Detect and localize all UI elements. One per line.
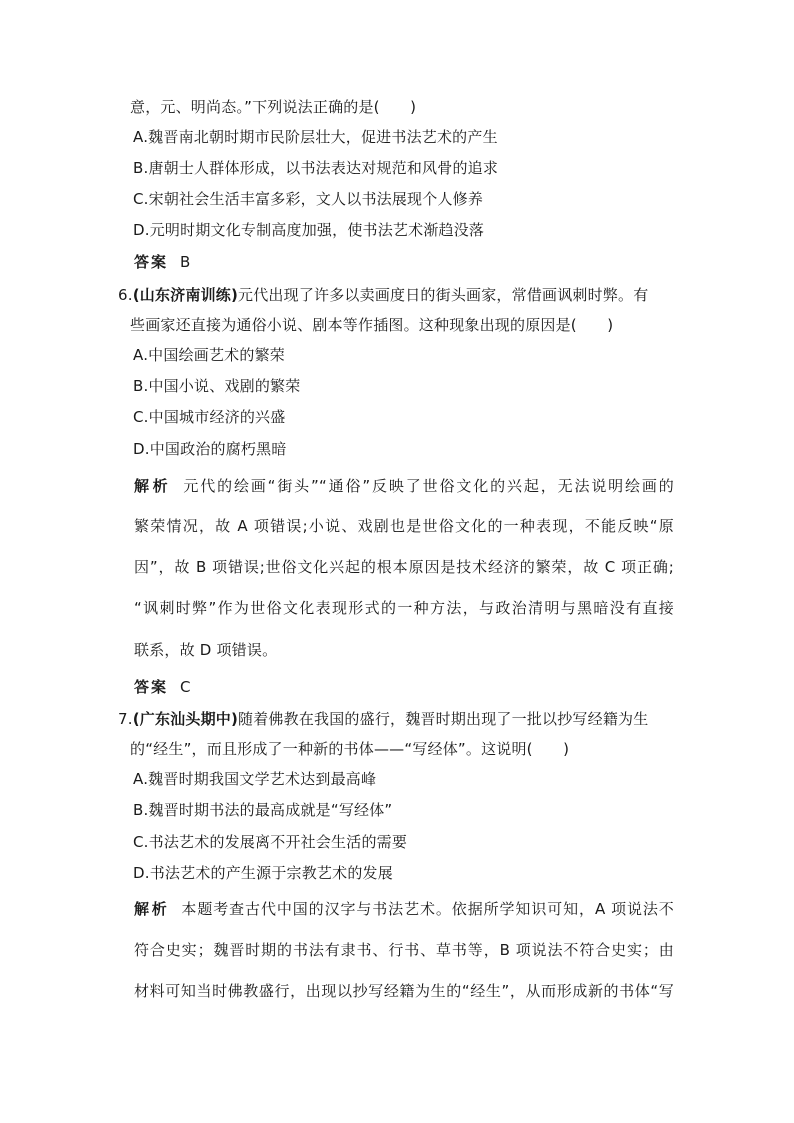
q7-option-a: A.魏晋时期我国文学艺术达到最高峰 bbox=[133, 770, 377, 788]
q6-number: 6. bbox=[118, 286, 133, 304]
q5-answer bbox=[134, 252, 191, 272]
q7-analysis-line3: 材料可知当时佛教盛行，出现以抄写经籍为生的“经生”，从而形成新的书体“写 bbox=[134, 982, 674, 1000]
q5-answer-value: B bbox=[180, 253, 191, 271]
q7-option-d: D.书法艺术的产生源于宗教艺术的发展 bbox=[133, 864, 393, 882]
q6-answer bbox=[134, 677, 191, 697]
q6-answer-value: C bbox=[180, 678, 191, 696]
q7-stem-line1 bbox=[118, 709, 648, 729]
q7-stem-text1: 随着佛教在我国的盛行，魏晋时期出现了一批以抄写经籍为生 bbox=[238, 710, 649, 728]
q7-option-b: B.魏晋时期书法的最高成就是“写经体” bbox=[133, 801, 393, 819]
q5-answer-label: 答案 bbox=[134, 253, 169, 271]
q5-option-c: C.宋朝社会生活丰富多彩，文人以书法展现个人修养 bbox=[133, 190, 484, 208]
q6-source: (山东济南训练) bbox=[132, 286, 239, 304]
q7-stem-line2: 的“经生”，而且形成了一种新的书体——“写经体”。这说明( ) bbox=[130, 740, 570, 758]
q6-analysis-line3: 因”，故 B 项错误;世俗文化兴起的根本原因是技术经济的繁荣，故 C 项正确; bbox=[134, 558, 674, 576]
q6-option-c: C.中国城市经济的兴盛 bbox=[133, 408, 286, 426]
q5-option-b: B.唐朝士人群体形成，以书法表达对规范和风骨的追求 bbox=[133, 159, 499, 177]
q7-option-c: C.书法艺术的发展离不开社会生活的需要 bbox=[133, 833, 408, 851]
q7-analysis-line1 bbox=[134, 899, 674, 919]
q6-analysis-line2: 繁荣情况，故 A 项错误;小说、戏剧也是世俗文化的一种表现，不能反映“原 bbox=[134, 517, 674, 535]
q6-analysis-text1: 元代的绘画“街头”“通俗”反映了世俗文化的兴起，无法说明绘画的 bbox=[183, 477, 674, 495]
q6-option-b: B.中国小说、戏剧的繁荣 bbox=[133, 377, 301, 395]
q7-analysis-line2: 符合史实；魏晋时期的书法有隶书、行书、草书等，B 项说法不符合史实；由 bbox=[134, 941, 674, 959]
q6-analysis-label: 解析 bbox=[134, 477, 172, 495]
q6-stem-text1: 元代出现了许多以卖画度日的街头画家，常借画讽刺时弊。有 bbox=[238, 286, 649, 304]
q6-option-d: D.中国政治的腐朽黑暗 bbox=[133, 440, 287, 458]
q6-option-a: A.中国绘画艺术的繁荣 bbox=[133, 346, 285, 364]
q6-stem-line2: 些画家还直接为通俗小说、剧本等作插图。这种现象出现的原因是( ) bbox=[130, 316, 614, 334]
q6-analysis-line5: 联系，故 D 项错误。 bbox=[134, 641, 278, 659]
q5-stem-tail: 意，元、明尚态。”下列说法正确的是( ) bbox=[130, 98, 417, 116]
q7-source: (广东汕头期中) bbox=[132, 710, 239, 728]
q7-analysis-text1: 本题考查古代中国的汉字与书法艺术。依据所学知识可知，A 项说法不 bbox=[181, 900, 674, 918]
q5-option-a: A.魏晋南北朝时期市民阶层壮大，促进书法艺术的产生 bbox=[133, 128, 498, 146]
q6-analysis-line4: “讽刺时弊”作为世俗文化表现形式的一种方法，与政治清明与黑暗没有直接 bbox=[134, 599, 674, 617]
q7-number: 7. bbox=[118, 710, 133, 728]
q6-analysis-line1 bbox=[134, 476, 674, 496]
q7-analysis-label: 解析 bbox=[134, 900, 170, 918]
q6-stem-line1 bbox=[118, 285, 648, 305]
q6-answer-label: 答案 bbox=[134, 678, 169, 696]
q5-option-d: D.元明时期文化专制高度加强，使书法艺术渐趋没落 bbox=[133, 221, 485, 239]
